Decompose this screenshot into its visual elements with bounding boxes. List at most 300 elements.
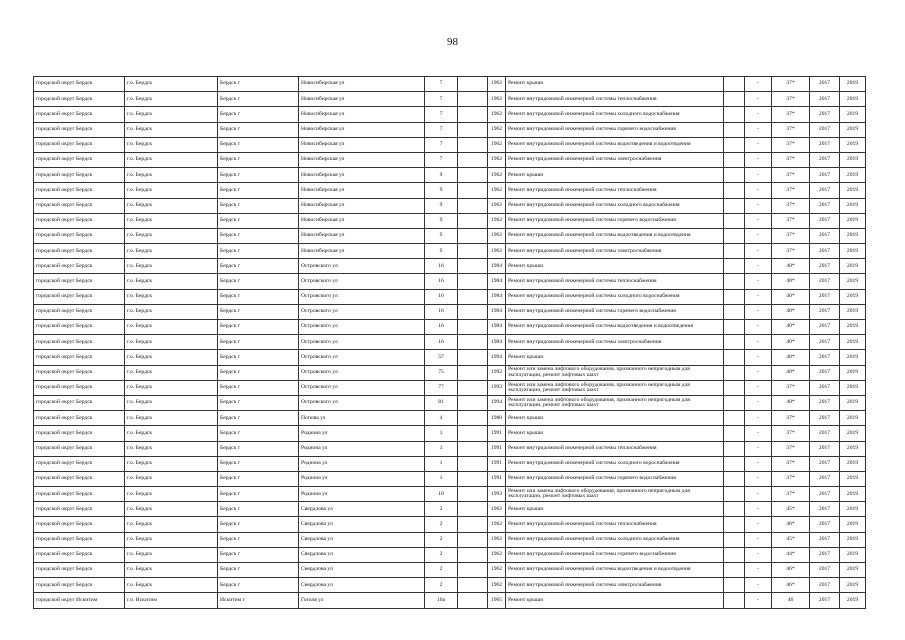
building-cell <box>458 411 488 426</box>
house-number-cell: 75 <box>425 365 458 380</box>
dash-cell: - <box>745 395 772 410</box>
street-cell: Новосибирская ул <box>299 92 425 107</box>
blank-cell <box>724 152 745 167</box>
dash-cell: - <box>745 320 772 335</box>
house-number-cell: 16 <box>425 320 458 335</box>
year-built-cell: 1984 <box>488 335 506 350</box>
start-year-cell: 2017 <box>810 471 840 486</box>
end-year-cell: 2019 <box>840 92 866 107</box>
table-row <box>34 335 866 350</box>
blank-cell <box>724 183 745 198</box>
settlement-cell: Бердск г <box>218 198 299 213</box>
dash-cell: - <box>745 532 772 547</box>
street-cell: Родиона ул <box>299 471 425 486</box>
settlement-cell: Бердск г <box>218 244 299 259</box>
settlement-cell: Бердск г <box>218 289 299 304</box>
wear-percent-cell: 37* <box>772 441 810 456</box>
work-type-cell: Ремонт или замена лифтового оборудования, признанного непригодным для эксплуатации, ремонт лифтовых шахт <box>506 395 724 410</box>
district-cell: городской округ Бердск <box>34 244 125 259</box>
work-type-cell: Ремонт крыши <box>506 259 724 274</box>
year-built-cell: 1984 <box>488 259 506 274</box>
building-cell <box>458 335 488 350</box>
blank-cell <box>724 274 745 289</box>
house-number-cell: 2 <box>425 563 458 578</box>
house-number-cell: 7 <box>425 152 458 167</box>
year-built-cell: 1962 <box>488 198 506 213</box>
street-cell: Островского ул <box>299 335 425 350</box>
blank-cell <box>724 471 745 486</box>
street-cell: Попова ул <box>299 411 425 426</box>
settlement-cell: Бердск г <box>218 107 299 122</box>
settlement-cell: Бердск г <box>218 471 299 486</box>
year-built-cell: 1984 <box>488 320 506 335</box>
year-built-cell: 1994 <box>488 350 506 365</box>
table-row <box>34 456 866 471</box>
settlement-cell: Бердск г <box>218 578 299 593</box>
district-cell: городской округ Бердск <box>34 274 125 289</box>
wear-percent-cell: 37* <box>772 456 810 471</box>
district-cell: городской округ Бердск <box>34 213 125 228</box>
wear-percent-cell: 37* <box>772 122 810 137</box>
work-type-cell: Ремонт внутридомовой инженерной системы холодного водоснабжения <box>506 289 724 304</box>
settlement-cell: Бердск г <box>218 274 299 289</box>
work-type-cell: Ремонт внутридомовой инженерной системы электроснабжения <box>506 578 724 593</box>
start-year-cell: 2017 <box>810 487 840 502</box>
dash-cell: - <box>745 350 772 365</box>
district-cell: городской округ Бердск <box>34 289 125 304</box>
start-year-cell: 2017 <box>810 304 840 319</box>
street-cell: Родиона ул <box>299 426 425 441</box>
street-cell: Островского ул <box>299 365 425 380</box>
blank-cell <box>724 441 745 456</box>
dash-cell: - <box>745 259 772 274</box>
table-row <box>34 532 866 547</box>
district-cell: городской округ Бердск <box>34 320 125 335</box>
dash-cell: - <box>745 107 772 122</box>
year-built-cell: 1962 <box>488 213 506 228</box>
street-cell: Островского ул <box>299 304 425 319</box>
district-cell: городской округ Бердск <box>34 471 125 486</box>
house-number-cell: 2 <box>425 532 458 547</box>
street-cell: Новосибирская ул <box>299 244 425 259</box>
work-type-cell: Ремонт внутридомовой инженерной системы теплоснабжения <box>506 92 724 107</box>
settlement-cell: Бердск г <box>218 213 299 228</box>
house-number-cell: 7 <box>425 92 458 107</box>
start-year-cell: 2017 <box>810 365 840 380</box>
house-number-cell: 4 <box>425 411 458 426</box>
work-type-cell: Ремонт внутридомовой инженерной системы холодного водоснабжения <box>506 532 724 547</box>
year-built-cell: 1991 <box>488 426 506 441</box>
street-cell: Новосибирская ул <box>299 122 425 137</box>
house-number-cell: 9 <box>425 198 458 213</box>
start-year-cell: 2017 <box>810 107 840 122</box>
district-cell: городской округ Бердск <box>34 487 125 502</box>
district-cell: городской округ Бердск <box>34 92 125 107</box>
start-year-cell: 2017 <box>810 289 840 304</box>
building-cell <box>458 502 488 517</box>
building-cell <box>458 456 488 471</box>
building-cell <box>458 380 488 395</box>
municipality-cell: г.о. Бердск <box>125 411 218 426</box>
municipality-cell: г.о. Бердск <box>125 198 218 213</box>
table-row <box>34 411 866 426</box>
table-row <box>34 183 866 198</box>
blank-cell <box>724 228 745 243</box>
municipality-cell: г.о. Бердск <box>125 517 218 532</box>
year-built-cell: 1962 <box>488 532 506 547</box>
start-year-cell: 2017 <box>810 578 840 593</box>
start-year-cell: 2017 <box>810 137 840 152</box>
end-year-cell: 2019 <box>840 244 866 259</box>
work-type-cell: Ремонт внутридомовой инженерной системы холодного водоснабжения <box>506 107 724 122</box>
municipality-cell: г.о. Бердск <box>125 426 218 441</box>
house-number-cell: 16 <box>425 335 458 350</box>
wear-percent-cell: 40* <box>772 259 810 274</box>
start-year-cell: 2017 <box>810 92 840 107</box>
table-row <box>34 137 866 152</box>
dash-cell: - <box>745 441 772 456</box>
dash-cell: - <box>745 471 772 486</box>
blank-cell <box>724 289 745 304</box>
wear-percent-cell: 40* <box>772 274 810 289</box>
start-year-cell: 2017 <box>810 198 840 213</box>
blank-cell <box>724 198 745 213</box>
district-cell: городской округ Бердск <box>34 441 125 456</box>
building-cell <box>458 320 488 335</box>
end-year-cell: 2019 <box>840 532 866 547</box>
year-built-cell: 1965 <box>488 593 506 608</box>
settlement-cell: Бердск г <box>218 547 299 562</box>
year-built-cell: 1962 <box>488 168 506 183</box>
settlement-cell: Бердск г <box>218 304 299 319</box>
work-type-cell: Ремонт внутридомовой инженерной системы электроснабжения <box>506 244 724 259</box>
dash-cell: - <box>745 304 772 319</box>
district-cell: городской округ Бердск <box>34 122 125 137</box>
end-year-cell: 2019 <box>840 274 866 289</box>
street-cell: Новосибирская ул <box>299 107 425 122</box>
settlement-cell: Бердск г <box>218 122 299 137</box>
house-number-cell: 16 <box>425 289 458 304</box>
municipality-cell: г.о. Бердск <box>125 578 218 593</box>
blank-cell <box>724 365 745 380</box>
start-year-cell: 2017 <box>810 122 840 137</box>
year-built-cell: 1962 <box>488 92 506 107</box>
start-year-cell: 2017 <box>810 563 840 578</box>
house-number-cell: 7 <box>425 122 458 137</box>
settlement-cell: Бердск г <box>218 532 299 547</box>
end-year-cell: 2019 <box>840 77 866 92</box>
table-row <box>34 168 866 183</box>
district-cell: городской округ Бердск <box>34 502 125 517</box>
end-year-cell: 2019 <box>840 547 866 562</box>
building-cell <box>458 563 488 578</box>
work-type-cell: Ремонт внутридомовой инженерной системы водоотведения и водоотвдения <box>506 137 724 152</box>
year-built-cell: 1962 <box>488 122 506 137</box>
dash-cell: - <box>745 335 772 350</box>
work-type-cell: Ремонт крыши <box>506 593 724 608</box>
wear-percent-cell: 37* <box>772 183 810 198</box>
blank-cell <box>724 502 745 517</box>
table-row <box>34 77 866 92</box>
year-built-cell: 1962 <box>488 244 506 259</box>
work-type-cell: Ремонт внутридомовой инженерной системы теплоснабжения <box>506 441 724 456</box>
building-cell <box>458 168 488 183</box>
end-year-cell: 2019 <box>840 198 866 213</box>
building-cell <box>458 350 488 365</box>
building-cell <box>458 304 488 319</box>
work-type-cell: Ремонт или замена лифтового оборудования, признанного непригодным для эксплуатации, ремонт лифтовых шахт <box>506 365 724 380</box>
wear-percent-cell: 44* <box>772 547 810 562</box>
wear-percent-cell: 37* <box>772 244 810 259</box>
work-type-cell: Ремонт крыши <box>506 350 724 365</box>
blank-cell <box>724 380 745 395</box>
house-number-cell: 16 <box>425 259 458 274</box>
municipality-cell: г.о. Бердск <box>125 107 218 122</box>
wear-percent-cell: 46* <box>772 578 810 593</box>
wear-percent-cell: 37* <box>772 107 810 122</box>
settlement-cell: Бердск г <box>218 152 299 167</box>
start-year-cell: 2017 <box>810 77 840 92</box>
district-cell: городской округ Бердск <box>34 259 125 274</box>
house-number-cell: 7 <box>425 137 458 152</box>
wear-percent-cell: 46 <box>772 593 810 608</box>
end-year-cell: 2019 <box>840 578 866 593</box>
end-year-cell: 2019 <box>840 471 866 486</box>
table-row <box>34 426 866 441</box>
street-cell: Островского ул <box>299 289 425 304</box>
year-built-cell: 1984 <box>488 304 506 319</box>
start-year-cell: 2017 <box>810 168 840 183</box>
blank-cell <box>724 426 745 441</box>
end-year-cell: 2019 <box>840 593 866 608</box>
blank-cell <box>724 395 745 410</box>
street-cell: Островского ул <box>299 395 425 410</box>
blank-cell <box>724 77 745 92</box>
building-cell <box>458 441 488 456</box>
district-cell: городской округ Бердск <box>34 137 125 152</box>
building-cell <box>458 77 488 92</box>
wear-percent-cell: 40* <box>772 395 810 410</box>
table-row <box>34 380 866 395</box>
end-year-cell: 2019 <box>840 289 866 304</box>
building-cell <box>458 183 488 198</box>
dash-cell: - <box>745 517 772 532</box>
street-cell: Новосибирская ул <box>299 198 425 213</box>
end-year-cell: 2019 <box>840 152 866 167</box>
wear-percent-cell: 37* <box>772 411 810 426</box>
district-cell: городской округ Бердск <box>34 365 125 380</box>
district-cell: городской округ Бердск <box>34 517 125 532</box>
wear-percent-cell: 40* <box>772 289 810 304</box>
work-type-cell: Ремонт внутридомовой инженерной системы теплоснабжения <box>506 517 724 532</box>
dash-cell: - <box>745 274 772 289</box>
table-row <box>34 441 866 456</box>
municipality-cell: г.о. Бердск <box>125 228 218 243</box>
street-cell: Свердлова ул <box>299 517 425 532</box>
street-cell: Родиона ул <box>299 456 425 471</box>
house-number-cell: 16 <box>425 304 458 319</box>
year-built-cell: 1962 <box>488 563 506 578</box>
work-type-cell: Ремонт внутридомовой инженерной системы водоотведения и водоотвдения <box>506 563 724 578</box>
blank-cell <box>724 532 745 547</box>
year-built-cell: 1993 <box>488 487 506 502</box>
blank-cell <box>724 411 745 426</box>
house-number-cell: 10 <box>425 487 458 502</box>
district-cell: городской округ Бердск <box>34 198 125 213</box>
building-cell <box>458 274 488 289</box>
municipality-cell: г.о. Бердск <box>125 77 218 92</box>
work-type-cell: Ремонт внутридомовой инженерной системы водоотведения и водоотвдения <box>506 228 724 243</box>
settlement-cell: Бердск г <box>218 517 299 532</box>
start-year-cell: 2017 <box>810 335 840 350</box>
settlement-cell: Бердск г <box>218 350 299 365</box>
building-cell <box>458 122 488 137</box>
year-built-cell: 1993 <box>488 380 506 395</box>
house-number-cell: 2 <box>425 502 458 517</box>
municipality-cell: г.о. Бердск <box>125 456 218 471</box>
district-cell: городской округ Бердск <box>34 228 125 243</box>
work-type-cell: Ремонт крыши <box>506 426 724 441</box>
settlement-cell: Бердск г <box>218 426 299 441</box>
street-cell: Островского ул <box>299 320 425 335</box>
district-cell: городской округ Бердск <box>34 350 125 365</box>
street-cell: Свердлова ул <box>299 532 425 547</box>
end-year-cell: 2019 <box>840 304 866 319</box>
settlement-cell: Бердск г <box>218 487 299 502</box>
year-built-cell: 1962 <box>488 183 506 198</box>
wear-percent-cell: 46* <box>772 563 810 578</box>
district-cell: городской округ Бердск <box>34 532 125 547</box>
municipality-cell: г.о. Искитим <box>125 593 218 608</box>
blank-cell <box>724 578 745 593</box>
municipality-cell: г.о. Бердск <box>125 380 218 395</box>
settlement-cell: Бердск г <box>218 183 299 198</box>
municipality-cell: г.о. Бердск <box>125 532 218 547</box>
start-year-cell: 2017 <box>810 395 840 410</box>
settlement-cell: Бердск г <box>218 335 299 350</box>
municipality-cell: г.о. Бердск <box>125 441 218 456</box>
start-year-cell: 2017 <box>810 213 840 228</box>
blank-cell <box>724 335 745 350</box>
start-year-cell: 2017 <box>810 456 840 471</box>
dash-cell: - <box>745 122 772 137</box>
dash-cell: - <box>745 593 772 608</box>
start-year-cell: 2017 <box>810 274 840 289</box>
building-cell <box>458 395 488 410</box>
house-number-cell: 9 <box>425 168 458 183</box>
building-cell <box>458 532 488 547</box>
dash-cell: - <box>745 183 772 198</box>
work-type-cell: Ремонт внутридомовой инженерной системы холодного водоснабжения <box>506 456 724 471</box>
municipality-cell: г.о. Бердск <box>125 335 218 350</box>
street-cell: Островского ул <box>299 259 425 274</box>
dash-cell: - <box>745 426 772 441</box>
municipality-cell: г.о. Бердск <box>125 244 218 259</box>
end-year-cell: 2019 <box>840 168 866 183</box>
municipality-cell: г.о. Бердск <box>125 350 218 365</box>
start-year-cell: 2017 <box>810 259 840 274</box>
start-year-cell: 2017 <box>810 441 840 456</box>
building-cell <box>458 578 488 593</box>
work-type-cell: Ремонт или замена лифтового оборудования, признанного непригодным для эксплуатации, ремонт лифтовых шахт <box>506 380 724 395</box>
end-year-cell: 2019 <box>840 426 866 441</box>
wear-percent-cell: 37* <box>772 471 810 486</box>
wear-percent-cell: 37* <box>772 426 810 441</box>
settlement-cell: Бердск г <box>218 77 299 92</box>
blank-cell <box>724 122 745 137</box>
dash-cell: - <box>745 487 772 502</box>
district-cell: городской округ Бердск <box>34 380 125 395</box>
year-built-cell: 1962 <box>488 578 506 593</box>
wear-percent-cell: 37* <box>772 137 810 152</box>
municipality-cell: г.о. Бердск <box>125 304 218 319</box>
work-type-cell: Ремонт внутридомовой инженерной системы теплоснабжения <box>506 183 724 198</box>
end-year-cell: 2019 <box>840 183 866 198</box>
blank-cell <box>724 259 745 274</box>
end-year-cell: 2019 <box>840 350 866 365</box>
work-type-cell: Ремонт крыши <box>506 502 724 517</box>
year-built-cell: 1962 <box>488 152 506 167</box>
wear-percent-cell: 46* <box>772 517 810 532</box>
municipality-cell: г.о. Бердск <box>125 122 218 137</box>
building-cell <box>458 107 488 122</box>
district-cell: городской округ Бердск <box>34 183 125 198</box>
start-year-cell: 2017 <box>810 411 840 426</box>
dash-cell: - <box>745 213 772 228</box>
end-year-cell: 2019 <box>840 320 866 335</box>
blank-cell <box>724 320 745 335</box>
district-cell: городской округ Бердск <box>34 107 125 122</box>
house-number-cell: 9 <box>425 228 458 243</box>
dash-cell: - <box>745 365 772 380</box>
street-cell: Островского ул <box>299 350 425 365</box>
work-type-cell: Ремонт внутридомовой инженерной системы теплоснабжения <box>506 274 724 289</box>
year-built-cell: 1980 <box>488 411 506 426</box>
wear-percent-cell: 45* <box>772 502 810 517</box>
table-row <box>34 228 866 243</box>
wear-percent-cell: 40* <box>772 335 810 350</box>
house-number-cell: 2 <box>425 547 458 562</box>
district-cell: городской округ Бердск <box>34 304 125 319</box>
settlement-cell: Бердск г <box>218 320 299 335</box>
dash-cell: - <box>745 563 772 578</box>
end-year-cell: 2019 <box>840 411 866 426</box>
dash-cell: - <box>745 198 772 213</box>
year-built-cell: 1994 <box>488 395 506 410</box>
table-row <box>34 244 866 259</box>
street-cell: Родиона ул <box>299 487 425 502</box>
district-cell: городской округ Бердск <box>34 547 125 562</box>
municipality-cell: г.о. Бердск <box>125 274 218 289</box>
blank-cell <box>724 137 745 152</box>
building-cell <box>458 228 488 243</box>
start-year-cell: 2017 <box>810 183 840 198</box>
municipality-cell: г.о. Бердск <box>125 137 218 152</box>
street-cell: Новосибирская ул <box>299 183 425 198</box>
start-year-cell: 2017 <box>810 502 840 517</box>
work-type-cell: Ремонт внутридомовой инженерной системы горячего водоснабжения <box>506 304 724 319</box>
end-year-cell: 2019 <box>840 456 866 471</box>
municipality-cell: г.о. Бердск <box>125 471 218 486</box>
start-year-cell: 2017 <box>810 593 840 608</box>
wear-percent-cell: 37* <box>772 168 810 183</box>
blank-cell <box>724 350 745 365</box>
street-cell: Свердлова ул <box>299 563 425 578</box>
municipality-cell: г.о. Бердск <box>125 152 218 167</box>
end-year-cell: 2019 <box>840 213 866 228</box>
house-number-cell: 2 <box>425 517 458 532</box>
settlement-cell: Бердск г <box>218 228 299 243</box>
